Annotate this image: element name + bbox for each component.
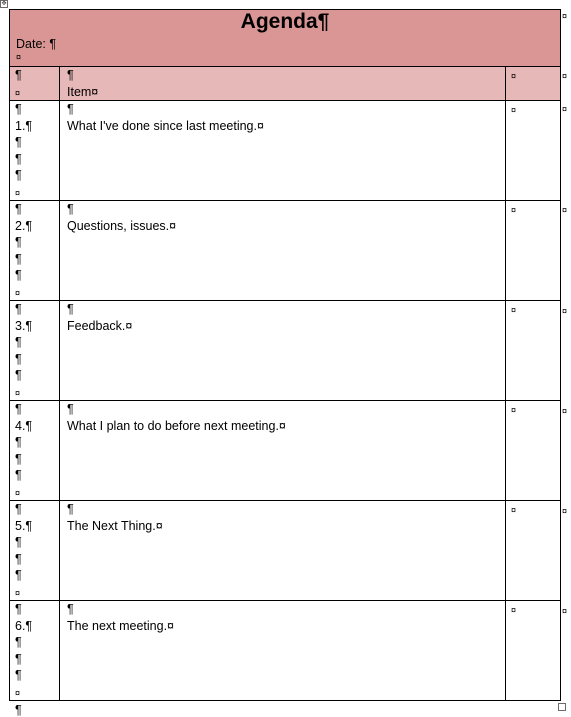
pilcrow-mark: ¶ — [15, 635, 22, 649]
row-end-mark: ¤ — [562, 71, 568, 81]
pilcrow-mark: ¶ — [15, 351, 22, 366]
pilcrow-mark: ¶ — [67, 402, 74, 416]
item-number-cell[interactable] — [10, 401, 60, 501]
item-text: What I've done since last meeting.¤ — [67, 118, 264, 133]
item-text-cell[interactable] — [60, 401, 506, 501]
item-text-cell[interactable] — [60, 201, 506, 301]
table-move-handle-icon[interactable]: ✥ — [1, 1, 7, 7]
title-cell[interactable] — [10, 10, 561, 67]
item-text: The next meeting.¤ — [67, 618, 175, 633]
item-number: 6.¶ — [15, 618, 33, 633]
title-row — [10, 10, 561, 67]
agenda-item-row — [10, 101, 561, 201]
item-text: The Next Thing.¤ — [67, 518, 163, 533]
item-text-cell[interactable] — [60, 301, 506, 401]
agenda-item-row — [10, 401, 561, 501]
table-resize-handle-icon[interactable] — [558, 703, 566, 711]
date-label: Date: ¶ — [16, 37, 57, 51]
cell-end-mark: ¤ — [511, 305, 517, 315]
cell-end-mark: ¤ — [15, 87, 21, 98]
cell-end-mark: ¤ — [511, 605, 517, 615]
cell-end-mark: ¤ — [16, 52, 22, 62]
pilcrow-mark: ¶ — [15, 535, 22, 549]
item-note-cell[interactable] — [506, 301, 561, 401]
pilcrow-mark: ¶ — [15, 202, 22, 216]
cell-end-mark: ¤ — [511, 205, 517, 215]
pilcrow-mark: ¶ — [15, 651, 22, 666]
pilcrow-mark: ¶ — [15, 335, 22, 349]
pilcrow-mark: ¶ — [15, 151, 22, 166]
row-end-mark: ¤ — [562, 205, 568, 215]
item-note-cell[interactable] — [506, 501, 561, 601]
pilcrow-mark: ¶ — [67, 302, 74, 316]
agenda-item-row — [10, 301, 561, 401]
item-text: What I plan to do before next meeting.¤ — [67, 418, 286, 433]
item-note-cell[interactable] — [506, 401, 561, 501]
item-text: Questions, issues.¤ — [67, 218, 177, 233]
agenda-item-row — [10, 501, 561, 601]
item-number-cell[interactable] — [10, 301, 60, 401]
pilcrow-mark: ¶ — [15, 451, 22, 466]
item-number: 5.¶ — [15, 518, 33, 533]
cell-end-mark: ¤ — [511, 505, 517, 515]
cell-end-mark: ¤ — [15, 287, 21, 298]
cell-end-mark: ¤ — [511, 71, 517, 81]
item-note-cell[interactable] — [506, 601, 561, 701]
pilcrow-mark: ¶ — [15, 368, 22, 382]
item-text: Feedback.¤ — [67, 318, 133, 333]
pilcrow-mark: ¶ — [15, 402, 22, 416]
pilcrow-mark: ¶ — [15, 502, 22, 516]
item-text-cell[interactable] — [60, 501, 506, 601]
agenda-title: Agenda¶ — [240, 10, 330, 33]
final-paragraph-mark[interactable]: ¶ — [15, 703, 22, 717]
pilcrow-mark: ¶ — [67, 202, 74, 216]
cell-end-mark: ¤ — [15, 687, 21, 698]
row-end-mark: ¤ — [562, 11, 568, 21]
pilcrow-mark: ¶ — [15, 568, 22, 582]
item-number-cell[interactable] — [10, 601, 60, 701]
cell-end-mark: ¤ — [15, 187, 21, 198]
item-text-cell[interactable] — [60, 101, 506, 201]
item-note-cell[interactable] — [506, 201, 561, 301]
pilcrow-mark: ¶ — [15, 102, 22, 116]
pilcrow-mark: ¶ — [15, 435, 22, 449]
item-number: 4.¶ — [15, 418, 33, 433]
agenda-item-row — [10, 601, 561, 701]
pilcrow-mark: ¶ — [15, 551, 22, 566]
item-number-cell[interactable] — [10, 501, 60, 601]
row-end-mark: ¤ — [562, 606, 568, 616]
item-number-cell[interactable] — [10, 101, 60, 201]
cell-end-mark: ¤ — [15, 387, 21, 398]
pilcrow-mark: ¶ — [15, 251, 22, 266]
row-end-mark: ¤ — [562, 506, 568, 516]
item-number: 3.¶ — [15, 318, 33, 333]
cell-end-mark: ¤ — [15, 587, 21, 598]
cell-end-mark: ¤ — [511, 105, 517, 115]
pilcrow-mark: ¶ — [67, 102, 74, 116]
pilcrow-mark: ¶ — [67, 602, 74, 616]
pilcrow-mark: ¶ — [15, 168, 22, 182]
pilcrow-mark: ¶ — [15, 135, 22, 149]
row-end-mark: ¤ — [562, 406, 568, 416]
pilcrow-mark: ¶ — [15, 468, 22, 482]
agenda-item-row — [10, 201, 561, 301]
header-note-cell[interactable] — [506, 67, 561, 101]
item-number-cell[interactable] — [10, 201, 60, 301]
item-text-cell[interactable] — [60, 601, 506, 701]
pilcrow-mark: ¶ — [15, 68, 22, 82]
cell-end-mark: ¤ — [15, 487, 21, 498]
item-column-label: Item¤ — [67, 84, 99, 99]
pilcrow-mark: ¶ — [67, 68, 74, 82]
item-number: 1.¶ — [15, 118, 33, 133]
row-end-mark: ¤ — [562, 104, 568, 114]
agenda-table[interactable] — [9, 9, 561, 701]
cell-end-mark: ¤ — [511, 405, 517, 415]
pilcrow-mark: ¶ — [15, 302, 22, 316]
item-number: 2.¶ — [15, 218, 33, 233]
item-note-cell[interactable] — [506, 101, 561, 201]
pilcrow-mark: ¶ — [15, 602, 22, 616]
column-header-row — [10, 67, 561, 101]
pilcrow-mark: ¶ — [15, 268, 22, 282]
pilcrow-mark: ¶ — [15, 235, 22, 249]
header-number-cell[interactable] — [10, 67, 60, 101]
header-item-cell[interactable] — [60, 67, 506, 101]
pilcrow-mark: ¶ — [15, 668, 22, 682]
pilcrow-mark: ¶ — [67, 502, 74, 516]
row-end-mark: ¤ — [562, 306, 568, 316]
